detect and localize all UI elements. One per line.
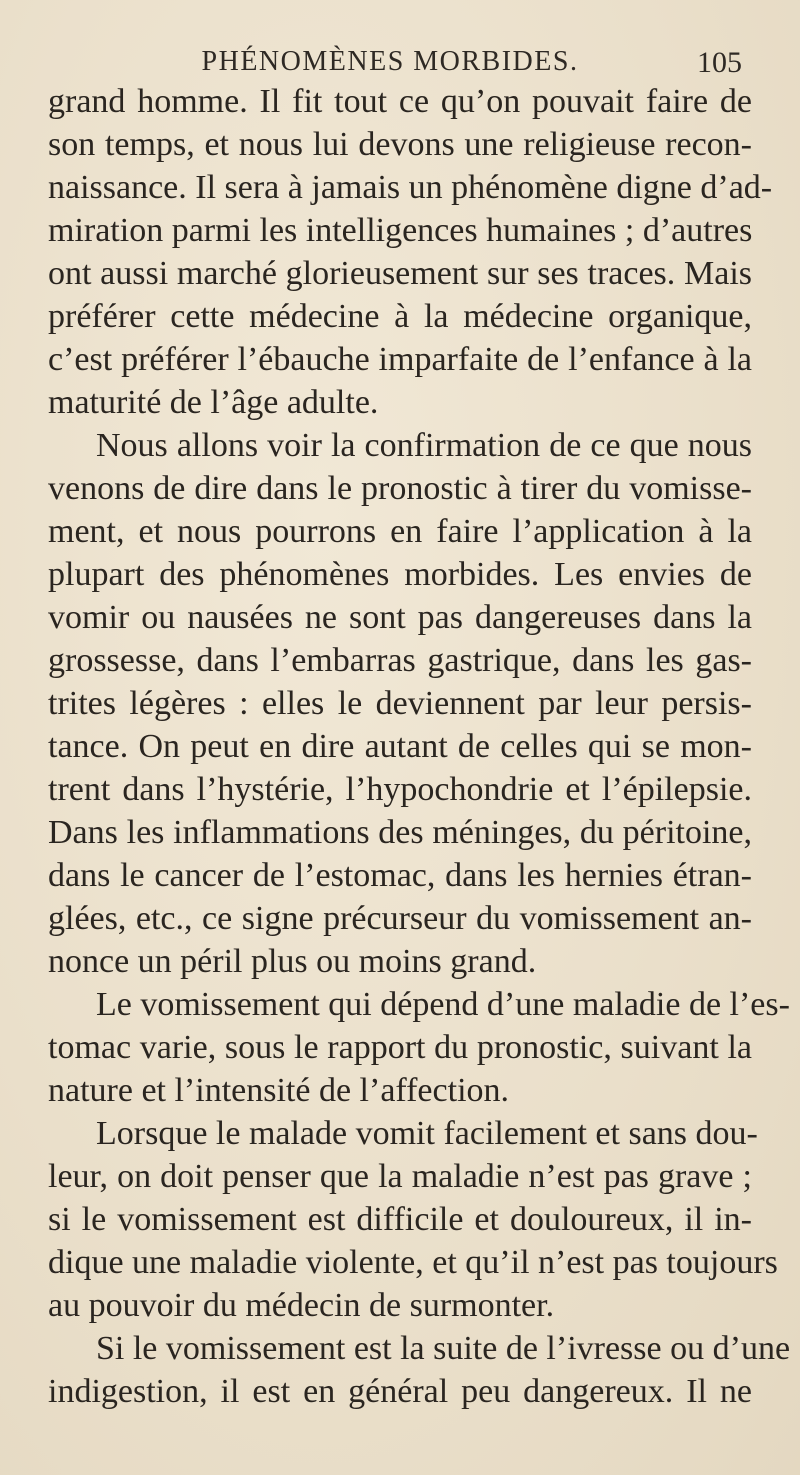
text-line: ont aussi marché glorieusement sur ses traces. Mais	[48, 255, 752, 292]
text-line: tomac varie, sous le rapport du pronostic, suivant la	[48, 1029, 752, 1066]
text-line: son temps, et nous lui devons une religieuse recon-	[48, 126, 752, 163]
page-number: 105	[697, 46, 742, 79]
text-line: trent dans l’hystérie, l’hypochondrie et l’épilepsie.	[48, 771, 752, 808]
text-line: tance. On peut en dire autant de celles qui se mon-	[48, 728, 752, 765]
text-line: indigestion, il est en général peu dangereux. Il ne	[48, 1373, 752, 1410]
text-line: plupart des phénomènes morbides. Les envies de	[48, 556, 752, 593]
text-line: si le vomissement est difficile et douloureux, il in-	[48, 1201, 752, 1238]
text-line: glées, etc., ce signe précurseur du vomissement an-	[48, 900, 752, 937]
text-line: grossesse, dans l’embarras gastrique, dans les gas-	[48, 642, 752, 679]
text-line: dans le cancer de l’estomac, dans les hernies étran-	[48, 857, 752, 894]
text-line: Lorsque le malade vomit facilement et sans dou-	[96, 1115, 758, 1152]
text-line: naissance. Il sera à jamais un phénomène digne d’ad-	[48, 169, 773, 206]
text-line: Nous allons voir la confirmation de ce que nous	[96, 427, 752, 464]
text-line: c’est préférer l’ébauche imparfaite de l’enfance à la	[48, 341, 752, 378]
text-line: trites légères : elles le deviennent par leur persis-	[48, 685, 752, 722]
page-header	[0, 46, 800, 86]
text-line: dique une maladie violente, et qu’il n’est pas toujours	[48, 1244, 778, 1281]
text-line: maturité de l’âge adulte.	[48, 384, 379, 421]
text-line: préférer cette médecine à la médecine organique,	[48, 298, 752, 335]
text-line: vomir ou nausées ne sont pas dangereuses dans la	[48, 599, 752, 636]
running-title: PHÉNOMÈNES MORBIDES.	[201, 46, 579, 77]
text-line: au pouvoir du médecin de surmonter.	[48, 1287, 555, 1324]
text-line: nature et l’intensité de l’affection.	[48, 1072, 510, 1109]
text-line: Dans les inflammations des méninges, du péritoine,	[48, 814, 752, 851]
text-line: leur, on doit penser que la maladie n’est pas grave ;	[48, 1158, 752, 1195]
text-line: Si le vomissement est la suite de l’ivresse ou d’une	[96, 1330, 791, 1367]
text-line: ment, et nous pourrons en faire l’application à la	[48, 513, 752, 550]
text-line: Le vomissement qui dépend d’une maladie de l’es-	[96, 986, 790, 1023]
text-line: grand homme. Il fit tout ce qu’on pouvait faire de	[48, 83, 752, 120]
text-line: miration parmi les intelligences humaines ; d’autres	[48, 212, 753, 249]
text-line: venons de dire dans le pronostic à tirer du vomisse-	[48, 470, 752, 507]
text-line: nonce un péril plus ou moins grand.	[48, 943, 537, 980]
